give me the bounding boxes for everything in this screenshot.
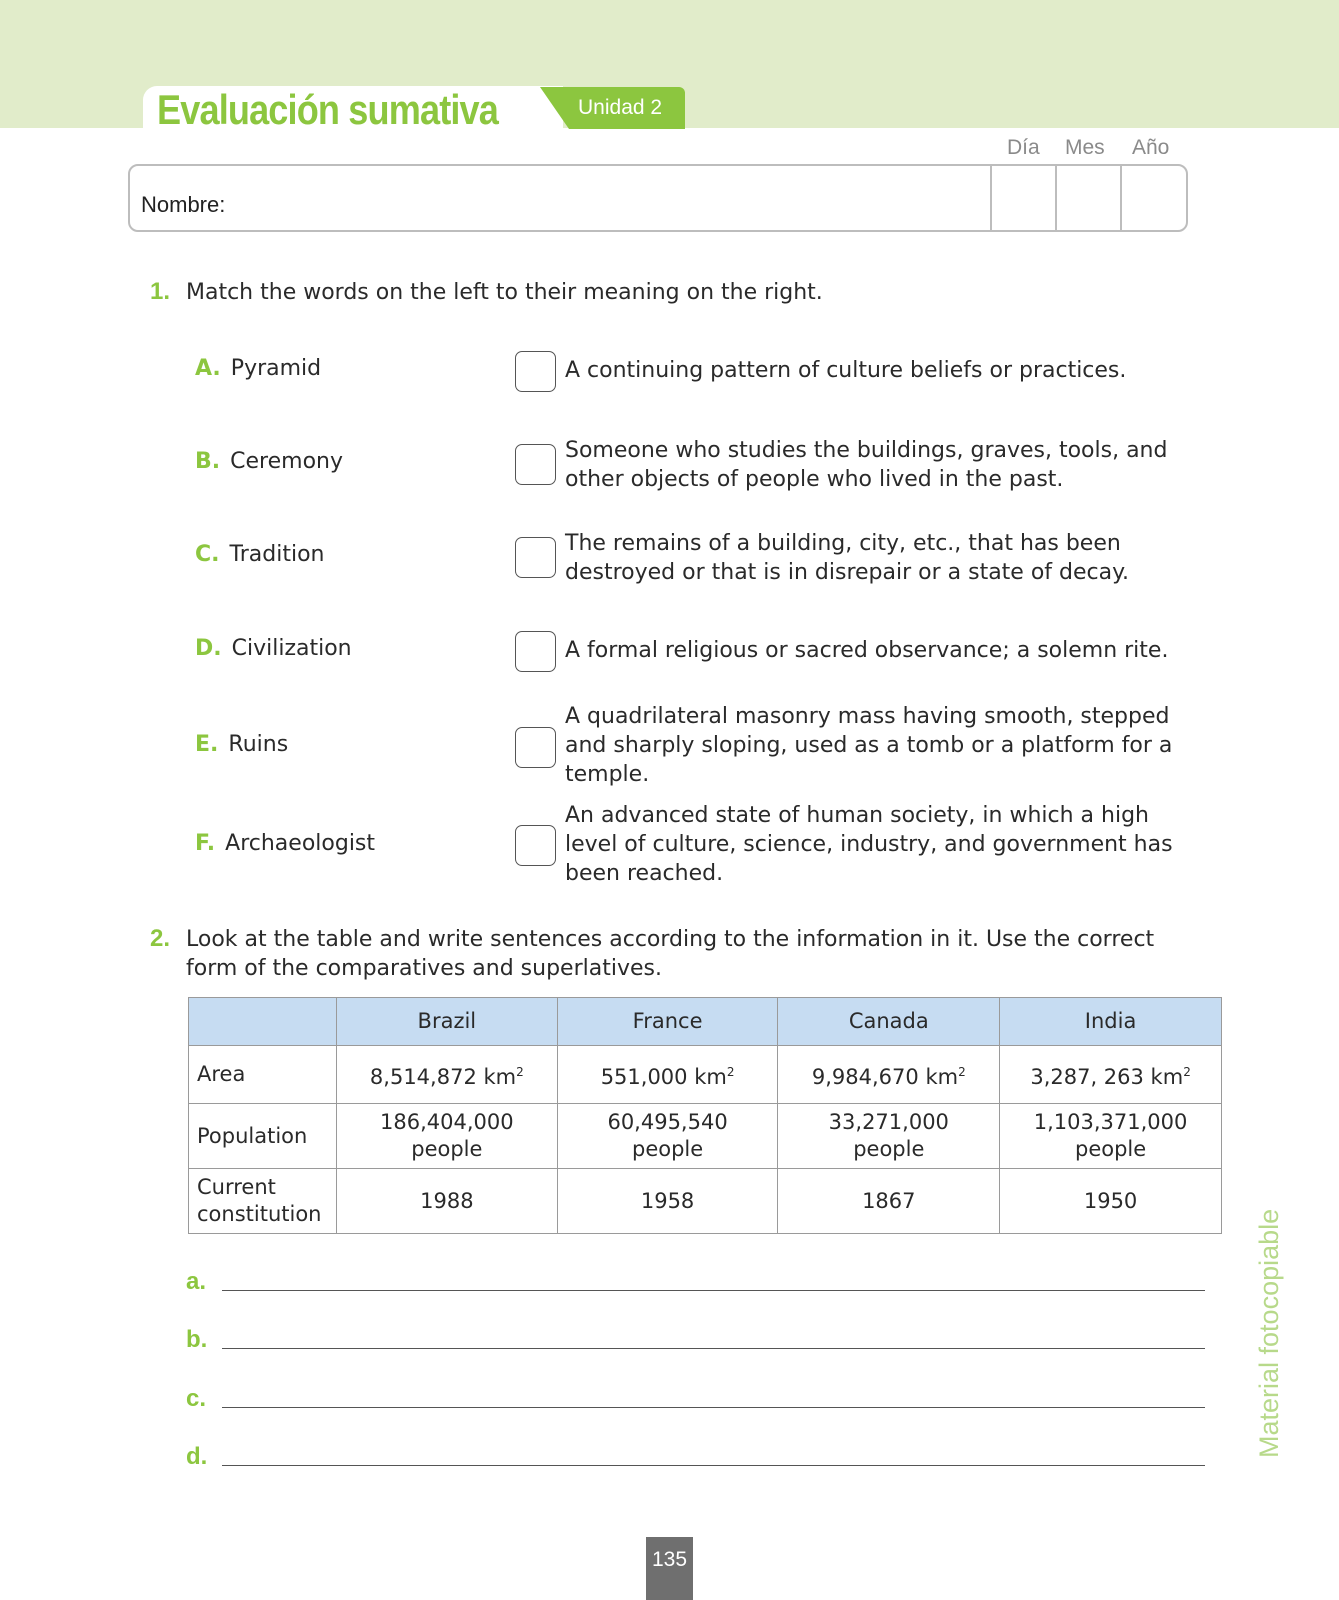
- cell-value: 3,287, 263 km: [1030, 1064, 1184, 1089]
- page-title: Evaluación sumativa: [157, 86, 499, 133]
- term-word: Archaeologist: [225, 831, 376, 856]
- term-letter: F.: [195, 831, 216, 856]
- table-header-cell: [189, 998, 337, 1046]
- answer-box[interactable]: [515, 351, 556, 392]
- definition: A formal religious or sacred observance; a solemn rite.: [565, 638, 1169, 663]
- date-divider: [990, 164, 992, 232]
- term-letter: D.: [195, 636, 222, 661]
- date-divider: [1120, 164, 1122, 232]
- month-label: Mes: [1065, 136, 1105, 159]
- day-label: Día: [1007, 136, 1040, 159]
- cell-value: 9,984,670 km: [811, 1064, 959, 1089]
- term-letter: E.: [195, 732, 219, 757]
- table-cell: [778, 1046, 1000, 1104]
- term-letter: A.: [195, 356, 221, 381]
- table-cell: [557, 1046, 778, 1104]
- term-word: Ruins: [228, 732, 289, 757]
- table-cell: [1000, 1046, 1222, 1104]
- table-cell: 1950: [1000, 1169, 1222, 1234]
- date-divider: [1055, 164, 1057, 232]
- definition: The remains of a building, city, etc., that has been destroyed or that is in disrepair or a state of decay.: [565, 531, 1129, 585]
- answer-letter-a: a.: [186, 1268, 207, 1295]
- cell-value: 33,271,000: [828, 1110, 949, 1134]
- answer-line-c[interactable]: [222, 1407, 1205, 1408]
- term-d: [195, 636, 352, 661]
- answer-box[interactable]: [515, 727, 556, 768]
- term-b: [195, 449, 343, 474]
- table-header-cell: Brazil: [336, 998, 557, 1046]
- answer-letter-d: d.: [186, 1443, 208, 1470]
- cell-unit: people: [411, 1137, 483, 1161]
- cell-superscript: 2: [1183, 1064, 1191, 1079]
- answer-line-d[interactable]: [222, 1465, 1205, 1466]
- table-cell: 1988: [336, 1169, 557, 1234]
- table-cell: [336, 1104, 557, 1169]
- question-1-prompt: Match the words on the left to their meaning on the right.: [186, 280, 823, 305]
- cell-superscript: 2: [726, 1064, 735, 1079]
- table-header-cell: Canada: [778, 998, 1000, 1046]
- cell-unit: people: [1074, 1137, 1147, 1161]
- cell-value: 551,000 km: [600, 1064, 727, 1089]
- definition: A continuing pattern of culture beliefs or practices.: [565, 358, 1127, 383]
- row-label: Population: [189, 1104, 337, 1169]
- row-label: Area: [189, 1046, 337, 1104]
- name-label: Nombre:: [141, 192, 226, 217]
- table-cell: [336, 1046, 557, 1104]
- unit-label: Unidad 2: [578, 96, 663, 119]
- question-1-number: 1.: [150, 278, 171, 305]
- term-e: [195, 732, 288, 757]
- term-letter: B.: [195, 449, 221, 474]
- answer-letter-b: b.: [186, 1326, 208, 1353]
- term-word: Pyramid: [230, 356, 322, 381]
- cell-superscript: 2: [958, 1064, 966, 1079]
- row-label: [189, 1169, 337, 1234]
- cell-value: 8,514,872 km: [369, 1064, 517, 1089]
- table-cell: [557, 1104, 778, 1169]
- answer-line-a[interactable]: [222, 1290, 1205, 1291]
- cell-superscript: 2: [516, 1064, 524, 1079]
- table-cell: 1867: [778, 1169, 1000, 1234]
- table-cell: [778, 1104, 1000, 1169]
- table-row: [189, 1104, 1222, 1169]
- term-word: Tradition: [229, 542, 325, 567]
- term-a: [195, 356, 321, 381]
- term-f: [195, 831, 375, 856]
- year-label: Año: [1132, 136, 1170, 159]
- answer-letter-c: c.: [186, 1385, 207, 1412]
- row-label-line: Current: [197, 1175, 276, 1199]
- table-cell: [1000, 1104, 1222, 1169]
- table-row: [189, 1046, 1222, 1104]
- answer-box[interactable]: [515, 631, 556, 672]
- term-c: [195, 542, 324, 567]
- answer-line-b[interactable]: [222, 1348, 1205, 1349]
- definition: An advanced state of human society, in which a high level of culture, science, industry, and government has been reached.: [565, 803, 1173, 886]
- cell-unit: people: [631, 1137, 704, 1161]
- photocopiable-note: Material fotocopiable: [1254, 1208, 1284, 1458]
- question-2-number: 2.: [150, 925, 171, 952]
- cell-value: 60,495,540: [607, 1110, 728, 1134]
- cell-value: 1,103,371,000: [1033, 1110, 1188, 1134]
- country-table: [188, 997, 1222, 1234]
- page-number: 135: [651, 1548, 688, 1571]
- question-2-prompt: Look at the table and write sentences according to the information in it. Use the correct form of the comparatives and superlatives.: [186, 927, 1155, 981]
- table-header-cell: France: [557, 998, 778, 1046]
- term-word: Civilization: [231, 636, 352, 661]
- table-cell: 1958: [557, 1169, 778, 1234]
- definition: A quadrilateral masonry mass having smooth, stepped and sharply sloping, used as a tomb or a platform for a temple.: [565, 704, 1173, 787]
- definition: Someone who studies the buildings, graves, tools, and other objects of people who lived in the past.: [565, 438, 1168, 492]
- table-header-row: [189, 998, 1222, 1046]
- cell-value: 186,404,000: [380, 1110, 514, 1134]
- cell-unit: people: [853, 1137, 925, 1161]
- row-label-line: constitution: [197, 1202, 322, 1226]
- term-letter: C.: [195, 542, 220, 567]
- answer-box[interactable]: [515, 537, 556, 578]
- answer-box[interactable]: [515, 444, 556, 485]
- table-row: [189, 1169, 1222, 1234]
- answer-box[interactable]: [515, 825, 556, 866]
- term-word: Ceremony: [230, 449, 343, 474]
- name-field[interactable]: [128, 164, 1188, 232]
- table-header-cell: India: [1000, 998, 1222, 1046]
